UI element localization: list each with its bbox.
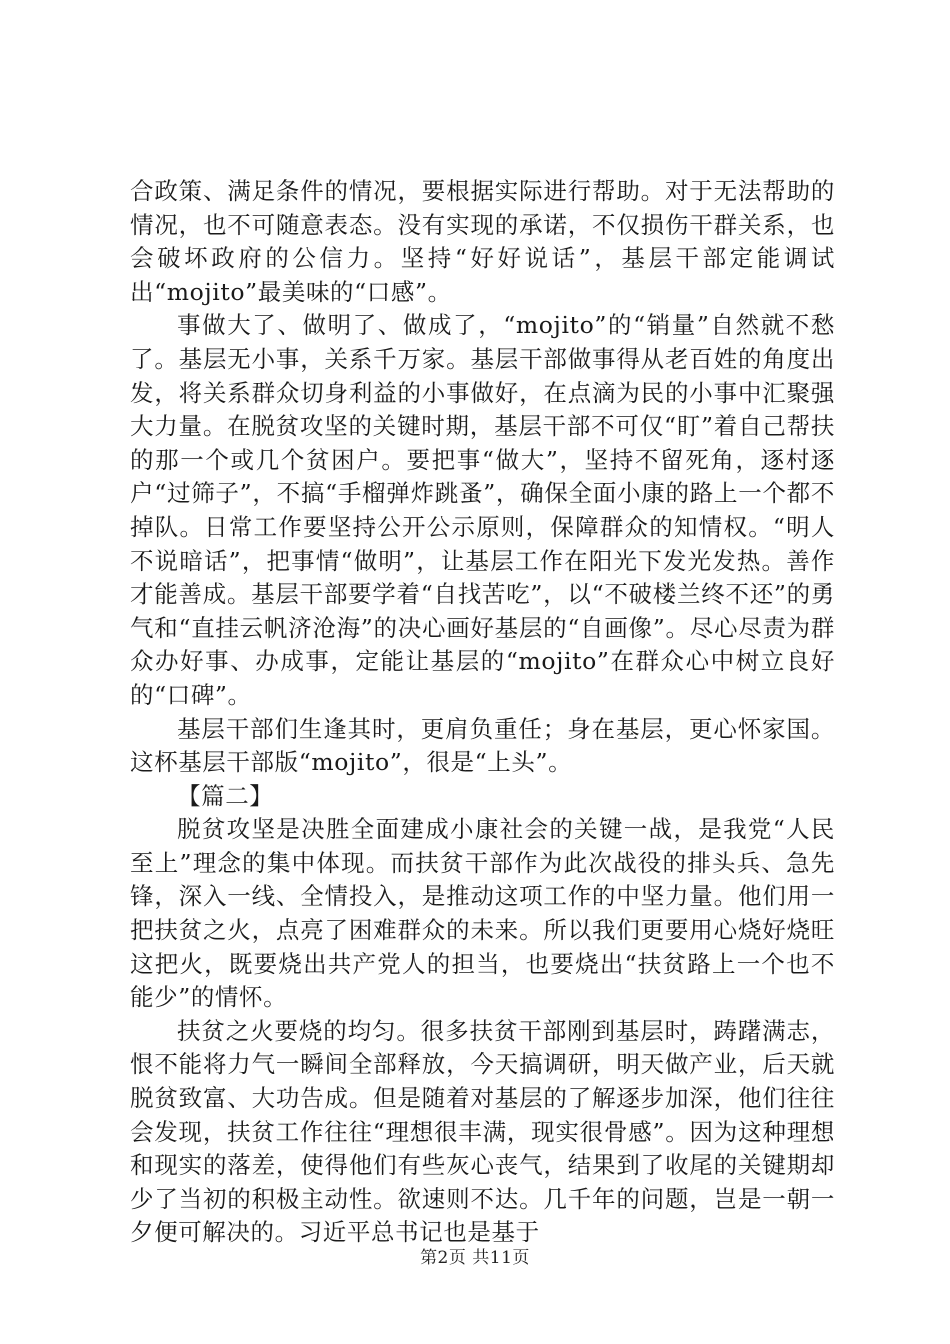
paragraph-2: 事做大了、做明了、做成了，“mojito”的“销量”自然就不愁了。基层无小事，关系千万家。基层干部做事得从老百姓的角度出发，将关系群众切身利益的小事做好，在点滴为民的小事中汇聚强大力量。在脱贫攻坚的关键时期，基层干部不可仅“盯”着自己帮扶的那一个或几个贫困户。要把事“做大”，坚持不留死角，逐村逐户“过筛子”，不搞“手榴弹炸跳蚤”，确保全面小康的路上一个都不掉队。日常工作要坚持公开公示原则，保障群众的知情权。“明人不说暗话”，把事情“做明”，让基层工作在阳光下发光发热。善作才能善成。基层干部要学着“自找苦吃”，以“不破楼兰终不还”的勇气和“直挂云帆济沧海”的决心画好基层的“自画像”。尽心尽责为群众办好事、办成事，定能让基层的“mojito”在群众心中树立良好的“口碑”。	[130, 311, 835, 709]
paragraph-3: 基层干部们生逢其时，更肩负重任；身在基层，更心怀家国。这杯基层干部版“mojito”，很是“上头”。	[130, 714, 835, 777]
paragraph-4: 脱贫攻坚是决胜全面建成小康社会的关键一战，是我党“人民至上”理念的集中体现。而扶贫干部作为此次战役的排头兵、急先锋，深入一线、全情投入，是推动这项工作的中坚力量。他们用一把扶贫之火，点亮了困难群众的未来。所以我们更要用心烧好烧旺这把火，既要烧出共产党人的担当，也要烧出“扶贫路上一个也不能少”的情怀。	[130, 815, 835, 1012]
section-heading: 【篇二】	[177, 781, 274, 810]
page-footer: 第2页 共11页	[420, 1248, 530, 1268]
paragraph-1: 合政策、满足条件的情况，要根据实际进行帮助。对于无法帮助的情况，也不可随意表态。没有实现的承诺，不仅损伤干群关系，也会破坏政府的公信力。坚持“好好说话”，基层干部定能调试出“mojito”最美味的“口感”。	[130, 177, 835, 306]
document-body	[130, 175, 835, 1250]
paragraph-5: 扶贫之火要烧的均匀。很多扶贫干部刚到基层时，踌躇满志，恨不能将力气一瞬间全部释放，今天搞调研，明天做产业，后天就脱贫致富、大功告成。但是随着对基层的了解逐步加深，他们往往会发现，扶贫工作往往“理想很丰满，现实很骨感”。因为这种理想和现实的落差，使得他们有些灰心丧气，结果到了收尾的关键期却少了当初的积极主动性。欲速则不达。几千年的问题，岂是一朝一夕便可解决的。习近平总书记也是基于	[130, 1016, 835, 1247]
